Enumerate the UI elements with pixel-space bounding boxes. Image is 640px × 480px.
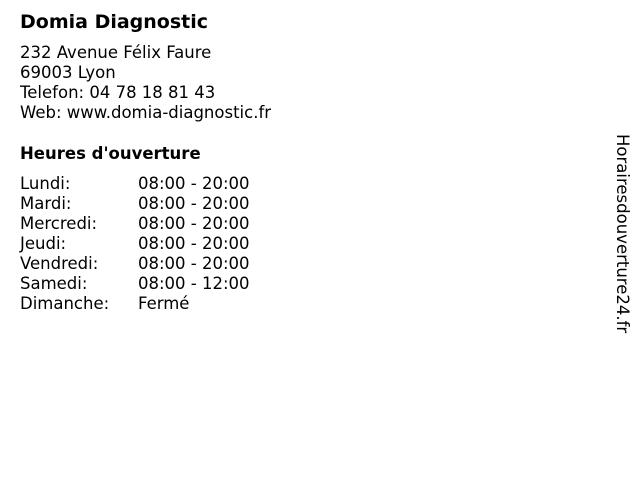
hours-time-value: 08:00 - 20:00 [138,254,250,273]
hours-time-value: 08:00 - 20:00 [138,214,250,233]
watermark [612,134,632,344]
hours-day-label: Jeudi: [20,234,67,253]
hours-time-value: 08:00 - 20:00 [138,194,250,213]
opening-hours-heading: Heures d'ouverture [20,144,201,163]
hours-day-label: Lundi: [20,174,71,193]
hours-day-label: Vendredi: [20,254,99,273]
hours-day-label: Dimanche: [20,294,110,313]
watermark-text: Horairesdouverture24.fr [613,134,632,334]
website-line: Web: www.domia-diagnostic.fr [20,103,272,122]
hours-day-label: Samedi: [20,274,88,293]
hours-time-value: 08:00 - 20:00 [138,234,250,253]
hours-time-value: 08:00 - 20:00 [138,174,250,193]
hours-time-value: 08:00 - 12:00 [138,274,250,293]
hours-day-label: Mardi: [20,194,72,213]
business-info [20,43,271,123]
hours-day-label: Mercredi: [20,214,98,233]
business-title: Domia Diagnostic [20,11,209,33]
hours-time-value: Fermé [138,294,190,313]
address-line-street: 232 Avenue Félix Faure [20,43,212,62]
address-line-city: 69003 Lyon [20,63,116,82]
phone-line: Telefon: 04 78 18 81 43 [20,83,216,102]
